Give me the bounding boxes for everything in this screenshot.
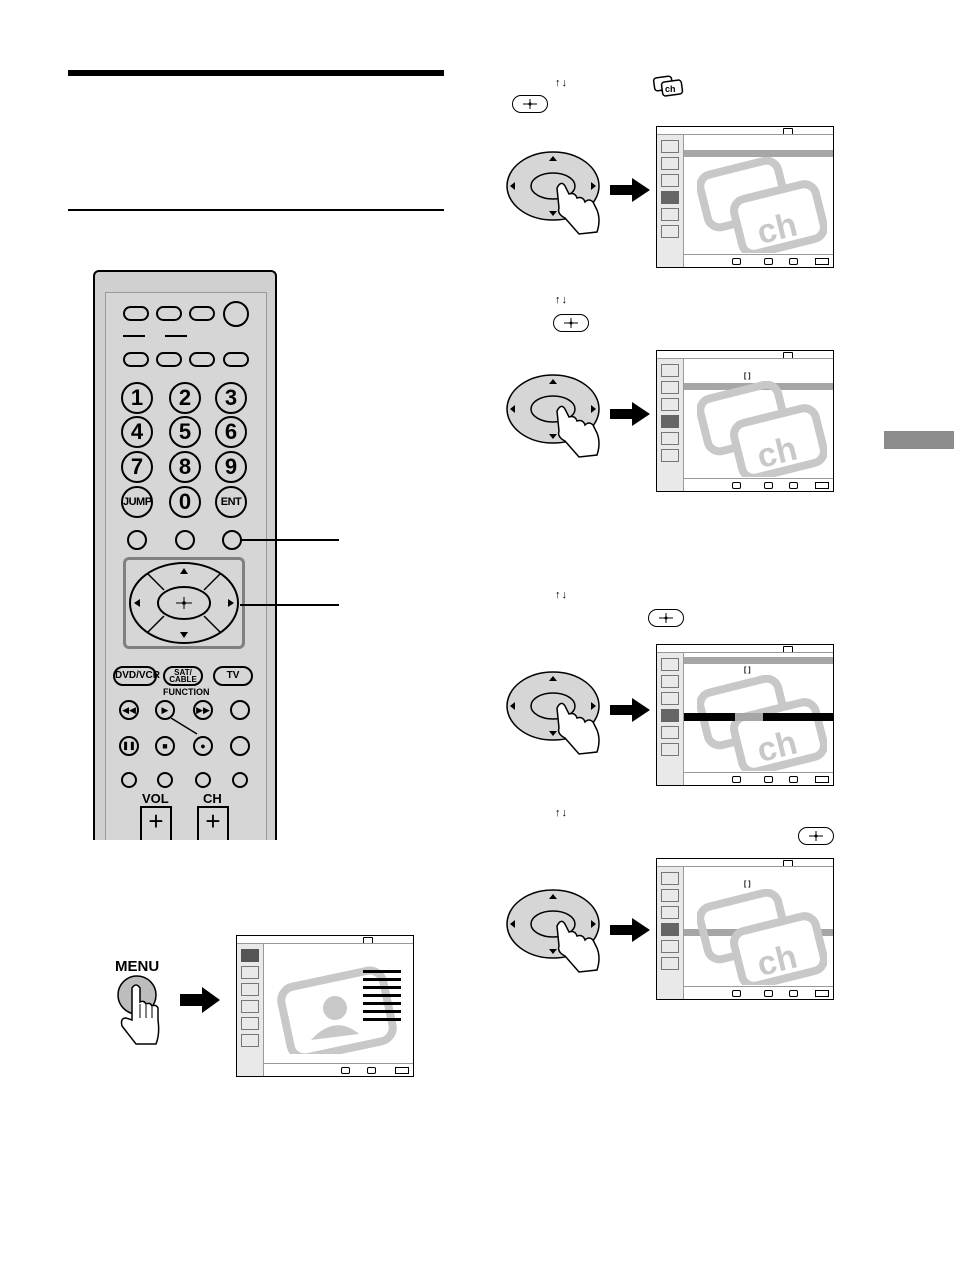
arrow-right-icon-3 — [610, 698, 650, 722]
enter-icon-3 — [648, 609, 684, 627]
remote-second-row-button-3[interactable] — [189, 352, 215, 367]
remote-round-button-2[interactable] — [175, 530, 195, 550]
channel-menu-icon-4 — [661, 923, 679, 936]
digit-6-button[interactable]: 6 — [215, 416, 247, 448]
vol-up-button[interactable]: + — [140, 806, 172, 840]
pause-icon: ❚❚ — [122, 741, 136, 750]
dvd-vcr-button[interactable]: DVD/VCR — [113, 666, 157, 686]
enter-hint-icon-1 — [789, 258, 798, 265]
ch-watermark-2 — [697, 381, 827, 477]
digit-8-button[interactable]: 8 — [169, 451, 201, 483]
remote-small-button-2[interactable] — [157, 772, 173, 788]
parent-menu-icon-1 — [661, 208, 679, 221]
remote-divider-2 — [165, 335, 187, 337]
move-hint-icon-4 — [732, 990, 741, 997]
move-hint-icon-2 — [732, 482, 741, 489]
svg-text:ch: ch — [753, 723, 801, 770]
picture-menu-icon-2 — [661, 364, 679, 377]
select-hint-icon — [367, 1067, 376, 1074]
menu-hint-icon-2 — [815, 482, 829, 489]
move-hint-icon — [341, 1067, 350, 1074]
picture-level-bar-6 — [363, 1010, 401, 1013]
selected-value-box-3 — [735, 713, 763, 721]
sat-cable-button[interactable] — [163, 666, 203, 686]
section-rule-top — [68, 70, 444, 76]
remote-power-button[interactable] — [223, 301, 249, 327]
svg-text:ch: ch — [753, 205, 801, 252]
menu-button-label: MENU — [115, 958, 160, 975]
ch-label: CH — [203, 791, 222, 806]
parent-menu-icon-3 — [661, 726, 679, 739]
play-icon: ▶ — [161, 705, 169, 715]
digit-7-button[interactable]: 7 — [121, 451, 153, 483]
ch-up-button[interactable]: + — [197, 806, 229, 840]
channel-menu-icon-1 — [661, 191, 679, 204]
select-hint-icon-4 — [764, 990, 773, 997]
menu-hint-icon — [395, 1067, 409, 1074]
remote-second-row-button-1[interactable] — [123, 352, 149, 367]
channel-menu-screen-1 — [656, 126, 834, 268]
ent-button[interactable]: ENT — [215, 486, 247, 518]
picture-level-bar-1 — [363, 970, 401, 973]
picture-menu-icon-3 — [661, 658, 679, 671]
ch-watermark-4 — [697, 889, 827, 985]
highlight-row-3 — [684, 657, 833, 664]
select-hint-icon-1 — [764, 258, 773, 265]
menu-hint-icon-4 — [815, 990, 829, 997]
channel-value-bracket-3: [ ] — [744, 667, 751, 674]
remote-small-button-1[interactable] — [121, 772, 137, 788]
digit-1-button[interactable]: 1 — [121, 382, 153, 414]
screen-bottom-bar — [263, 1063, 413, 1076]
enter-icon-4 — [798, 827, 834, 845]
sat-cable-label-1: SAT/ — [174, 668, 192, 677]
svg-text:ch: ch — [753, 429, 801, 476]
digit-3-button[interactable]: 3 — [215, 382, 247, 414]
updown-arrows-icon-3: ↑↓ — [555, 589, 568, 601]
sound-menu-icon-2 — [661, 381, 679, 394]
svg-text:ch: ch — [753, 937, 801, 984]
enter-icon — [512, 95, 548, 113]
callout-line-menu — [240, 539, 339, 541]
digit-2-button[interactable]: 2 — [169, 382, 201, 414]
picture-menu-icon — [241, 949, 259, 962]
remote-round-button-1[interactable] — [127, 530, 147, 550]
move-hint-icon-1 — [732, 258, 741, 265]
screen-menu-icon-1 — [661, 174, 679, 187]
remote-small-button-4[interactable] — [232, 772, 248, 788]
function-label: FUNCTION — [163, 687, 210, 697]
select-hint-icon-2 — [764, 482, 773, 489]
channel-menu-screen-3 — [656, 644, 834, 786]
updown-arrows-icon-4: ↑↓ — [555, 807, 568, 819]
remote-transport-extra-1[interactable] — [230, 700, 250, 720]
highlight-row-1 — [684, 150, 833, 157]
joystick-press-illustration-4[interactable] — [505, 886, 605, 978]
channel-menu-screen-2 — [656, 350, 834, 492]
setup-menu-icon-3 — [661, 743, 679, 756]
remote-menu-button[interactable] — [222, 530, 242, 550]
picture-level-bar-5 — [363, 1002, 401, 1005]
picture-menu-icon-4 — [661, 872, 679, 885]
chapter-side-tab — [884, 431, 954, 449]
parent-menu-icon-4 — [661, 940, 679, 953]
screen-bottom-bar-1 — [683, 254, 833, 267]
channel-menu-screen-4 — [656, 858, 834, 1000]
ch-watermark-3 — [697, 675, 827, 771]
move-hint-icon-3 — [732, 776, 741, 783]
arrow-right-icon-2 — [610, 402, 650, 426]
digit-0-button[interactable]: 0 — [169, 486, 201, 518]
picture-level-bar-7 — [363, 1018, 401, 1021]
parent-menu-icon-2 — [661, 432, 679, 445]
function-connector — [171, 718, 201, 738]
rewind-icon: ◀◀ — [122, 705, 136, 715]
fast-forward-icon: ▶▶ — [196, 705, 210, 715]
screen-menu-icon — [241, 983, 259, 996]
channel-icon — [652, 75, 684, 97]
joystick-press-illustration-2[interactable] — [505, 371, 605, 463]
section-rule-bottom — [68, 209, 444, 211]
channel-menu-icon-3 — [661, 709, 679, 722]
picture-level-bar-4 — [363, 994, 401, 997]
callout-line-joystick — [240, 604, 339, 606]
remote-second-row-button-4[interactable] — [223, 352, 249, 367]
channel-menu-icon — [241, 1000, 259, 1013]
enter-hint-icon-3 — [789, 776, 798, 783]
remote-control — [93, 270, 277, 840]
tv-mode-button[interactable]: TV — [213, 666, 253, 686]
digit-9-button[interactable]: 9 — [215, 451, 247, 483]
channel-value-bracket-4: [ ] — [744, 881, 751, 888]
menu-hint-icon-3 — [815, 776, 829, 783]
picture-menu-icon-1 — [661, 140, 679, 153]
arrow-right-icon-1 — [610, 178, 650, 202]
play-button[interactable] — [155, 700, 175, 720]
remote-transport-extra-2[interactable] — [230, 736, 250, 756]
setup-menu-icon-1 — [661, 225, 679, 238]
screen-bottom-bar-2 — [683, 478, 833, 491]
sound-menu-icon-1 — [661, 157, 679, 170]
menu-hint-icon-1 — [815, 258, 829, 265]
screen-menu-icon-4 — [661, 906, 679, 919]
channel-menu-icon-2 — [661, 415, 679, 428]
remote-second-row-button-2[interactable] — [156, 352, 182, 367]
sound-menu-icon-4 — [661, 889, 679, 902]
fast-forward-button[interactable] — [193, 700, 213, 720]
screen-bottom-bar-3 — [683, 772, 833, 785]
remote-top-button-2[interactable] — [156, 306, 182, 321]
setup-menu-icon-2 — [661, 449, 679, 462]
channel-value-bracket-2: [ ] — [744, 373, 751, 380]
sound-menu-icon — [241, 966, 259, 979]
stop-icon: ■ — [162, 741, 168, 751]
sat-cable-label-2: CABLE — [169, 675, 197, 684]
picture-level-bar-3 — [363, 986, 401, 989]
vol-label: VOL — [142, 791, 169, 806]
setup-menu-icon — [241, 1034, 259, 1047]
joystick-press-illustration-1[interactable] — [505, 148, 605, 240]
remote-top-button-3[interactable] — [189, 306, 215, 321]
enter-icon-2 — [553, 314, 589, 332]
updown-arrows-icon: ↑↓ — [555, 77, 568, 89]
screen-bottom-bar-4 — [683, 986, 833, 999]
record-button[interactable] — [193, 736, 213, 756]
svg-text:ch: ch — [665, 84, 676, 94]
digit-4-button[interactable]: 4 — [121, 416, 153, 448]
setup-menu-icon-4 — [661, 957, 679, 970]
rewind-button[interactable] — [119, 700, 139, 720]
screen-menu-icon-2 — [661, 398, 679, 411]
remote-divider-1 — [123, 335, 145, 337]
joystick-press-illustration-3[interactable] — [505, 668, 605, 760]
picture-level-bar-2 — [363, 978, 401, 981]
sound-menu-icon-3 — [661, 675, 679, 688]
parent-menu-icon — [241, 1017, 259, 1030]
arrow-right-icon — [180, 987, 220, 1013]
updown-arrows-icon-2: ↑↓ — [555, 294, 568, 306]
record-icon: ● — [200, 741, 206, 751]
screen-menu-icon-3 — [661, 692, 679, 705]
arrow-right-icon-4 — [610, 918, 650, 942]
enter-hint-icon-2 — [789, 482, 798, 489]
jump-button[interactable]: JUMP — [121, 486, 153, 518]
menu-press-illustration[interactable] — [112, 974, 172, 1050]
pause-button[interactable] — [119, 736, 139, 756]
joystick[interactable] — [128, 561, 240, 645]
ch-watermark-1 — [697, 157, 827, 253]
digit-5-button[interactable]: 5 — [169, 416, 201, 448]
stop-button[interactable] — [155, 736, 175, 756]
remote-top-button-1[interactable] — [123, 306, 149, 321]
enter-hint-icon-4 — [789, 990, 798, 997]
remote-small-button-3[interactable] — [195, 772, 211, 788]
picture-menu-screen — [236, 935, 414, 1077]
select-hint-icon-3 — [764, 776, 773, 783]
